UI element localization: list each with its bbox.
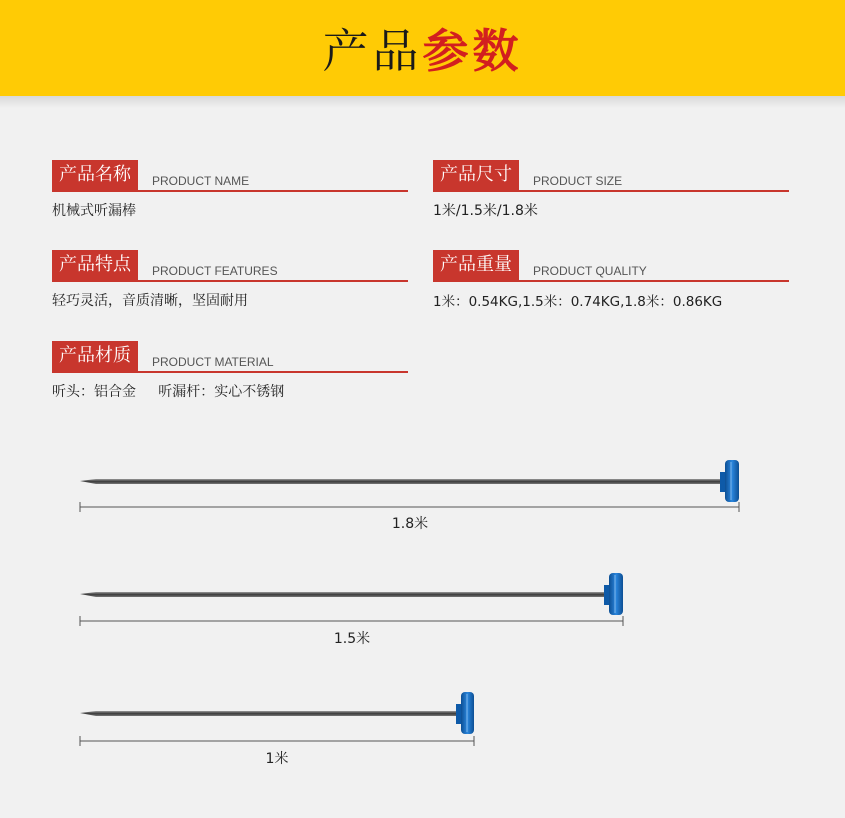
spec-value: 听头：铝合金 听漏杆：实心不锈钢 — [52, 384, 285, 400]
spec-en-label: PRODUCT FEATURES — [152, 264, 278, 278]
spec-value: 1米/1.5米/1.8米 — [433, 203, 538, 219]
spec-tag: 产品名称 — [52, 160, 138, 190]
title-accent: 参数 — [422, 24, 523, 78]
rod-1-8m — [80, 460, 739, 512]
rod-1-5m — [80, 573, 623, 626]
rod-1m — [80, 692, 474, 746]
rod-length-label: 1米 — [265, 751, 289, 767]
spec-en-label: PRODUCT NAME — [152, 174, 250, 188]
spec-tag: 产品材质 — [52, 341, 138, 371]
spec-en-label: PRODUCT QUALITY — [533, 264, 647, 278]
rod-length-label: 1.5米 — [333, 631, 371, 647]
spec-tag: 产品特点 — [52, 250, 138, 280]
spec-value: 1米：0.54KG,1.5米：0.74KG,1.8米：0.86KG — [433, 294, 723, 310]
spec-en-label: PRODUCT MATERIAL — [152, 355, 274, 369]
title-plain: 产品 — [322, 24, 423, 78]
spec-tag: 产品尺寸 — [433, 160, 519, 190]
spec-value: 机械式听漏棒 — [52, 203, 136, 219]
spec-tag: 产品重量 — [433, 250, 519, 280]
spec-value: 轻巧灵活，音质清晰，坚固耐用 — [52, 293, 248, 309]
spec-en-label: PRODUCT SIZE — [533, 174, 623, 188]
rod-length-label: 1.8米 — [391, 516, 429, 532]
